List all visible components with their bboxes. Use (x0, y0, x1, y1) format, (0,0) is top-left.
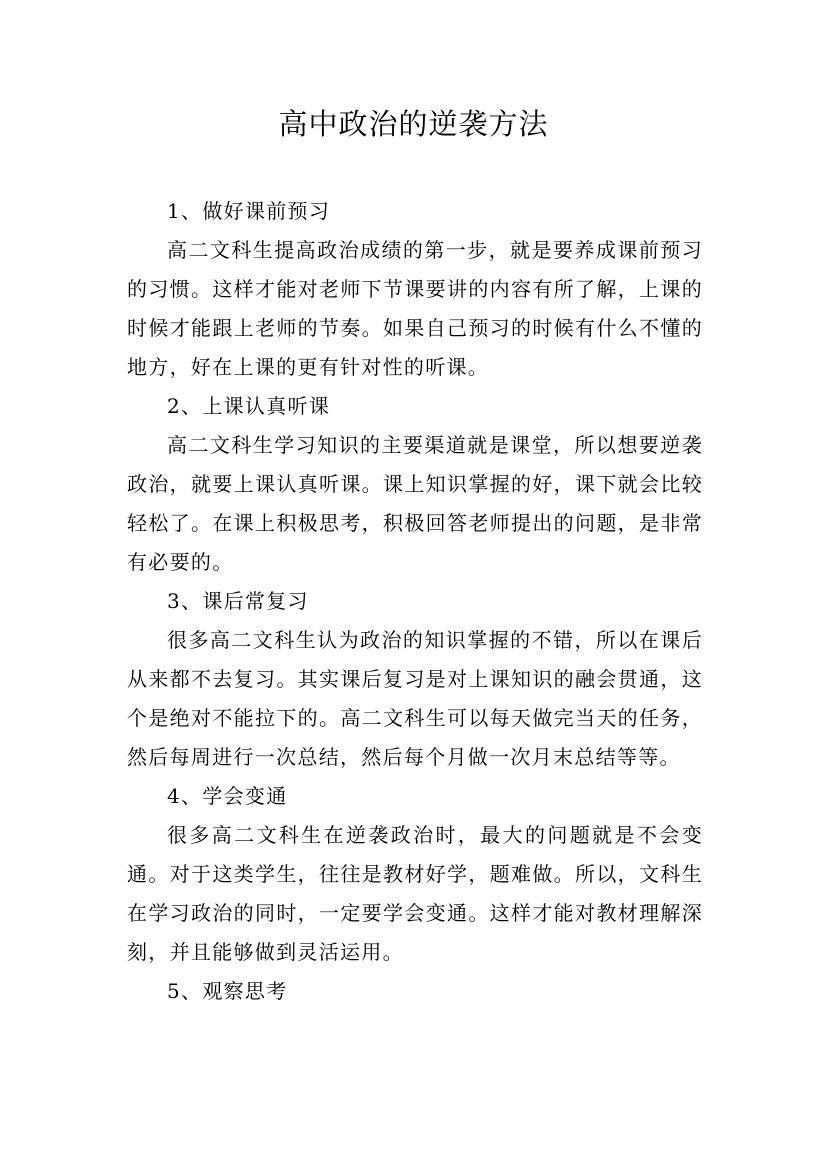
section-paragraph-1: 高二文科生提高政治成绩的第一步，就是要养成课前预习的习惯。这样才能对老师下节课要讲的内容有所了解，上课的时候才能跟上老师的节奏。如果自己预习的时候有什么不懂的地方，好在上课的更有针对性的听课。 (127, 238, 703, 379)
document-title: 高中政治的逆袭方法 (278, 107, 549, 141)
section-paragraph-2: 高二文科生学习知识的主要渠道就是课堂，所以想要逆袭政治，就要上课认真听课。课上知识掌握的好，课下就会比较轻松了。在课上积极思考，积极回答老师提出的问题，是非常有必要的。 (127, 433, 703, 574)
document-body (127, 192, 703, 1011)
section-heading-3: 3、课后常复习 (167, 589, 309, 613)
section-heading-2: 2、上课认真听课 (167, 394, 331, 418)
section-heading-1: 1、做好课前预习 (167, 199, 331, 223)
section-paragraph-4: 很多高二文科生在逆袭政治时，最大的问题就是不会变通。对于这类学生，往往是教材好学，题难做。所以，文科生在学习政治的同时，一定要学会变通。这样才能对教材理解深刻，并且能够做到灵活运用。 (127, 823, 703, 964)
section-heading-4: 4、学会变通 (167, 784, 288, 808)
section-paragraph-3: 很多高二文科生认为政治的知识掌握的不错，所以在课后从来都不去复习。其实课后复习是对上课知识的融会贯通，这个是绝对不能拉下的。高二文科生可以每天做完当天的任务，然后每周进行一次总结，然后每个月做一次月末总结等等。 (127, 628, 703, 769)
section-heading-5: 5、观察思考 (167, 979, 288, 1003)
